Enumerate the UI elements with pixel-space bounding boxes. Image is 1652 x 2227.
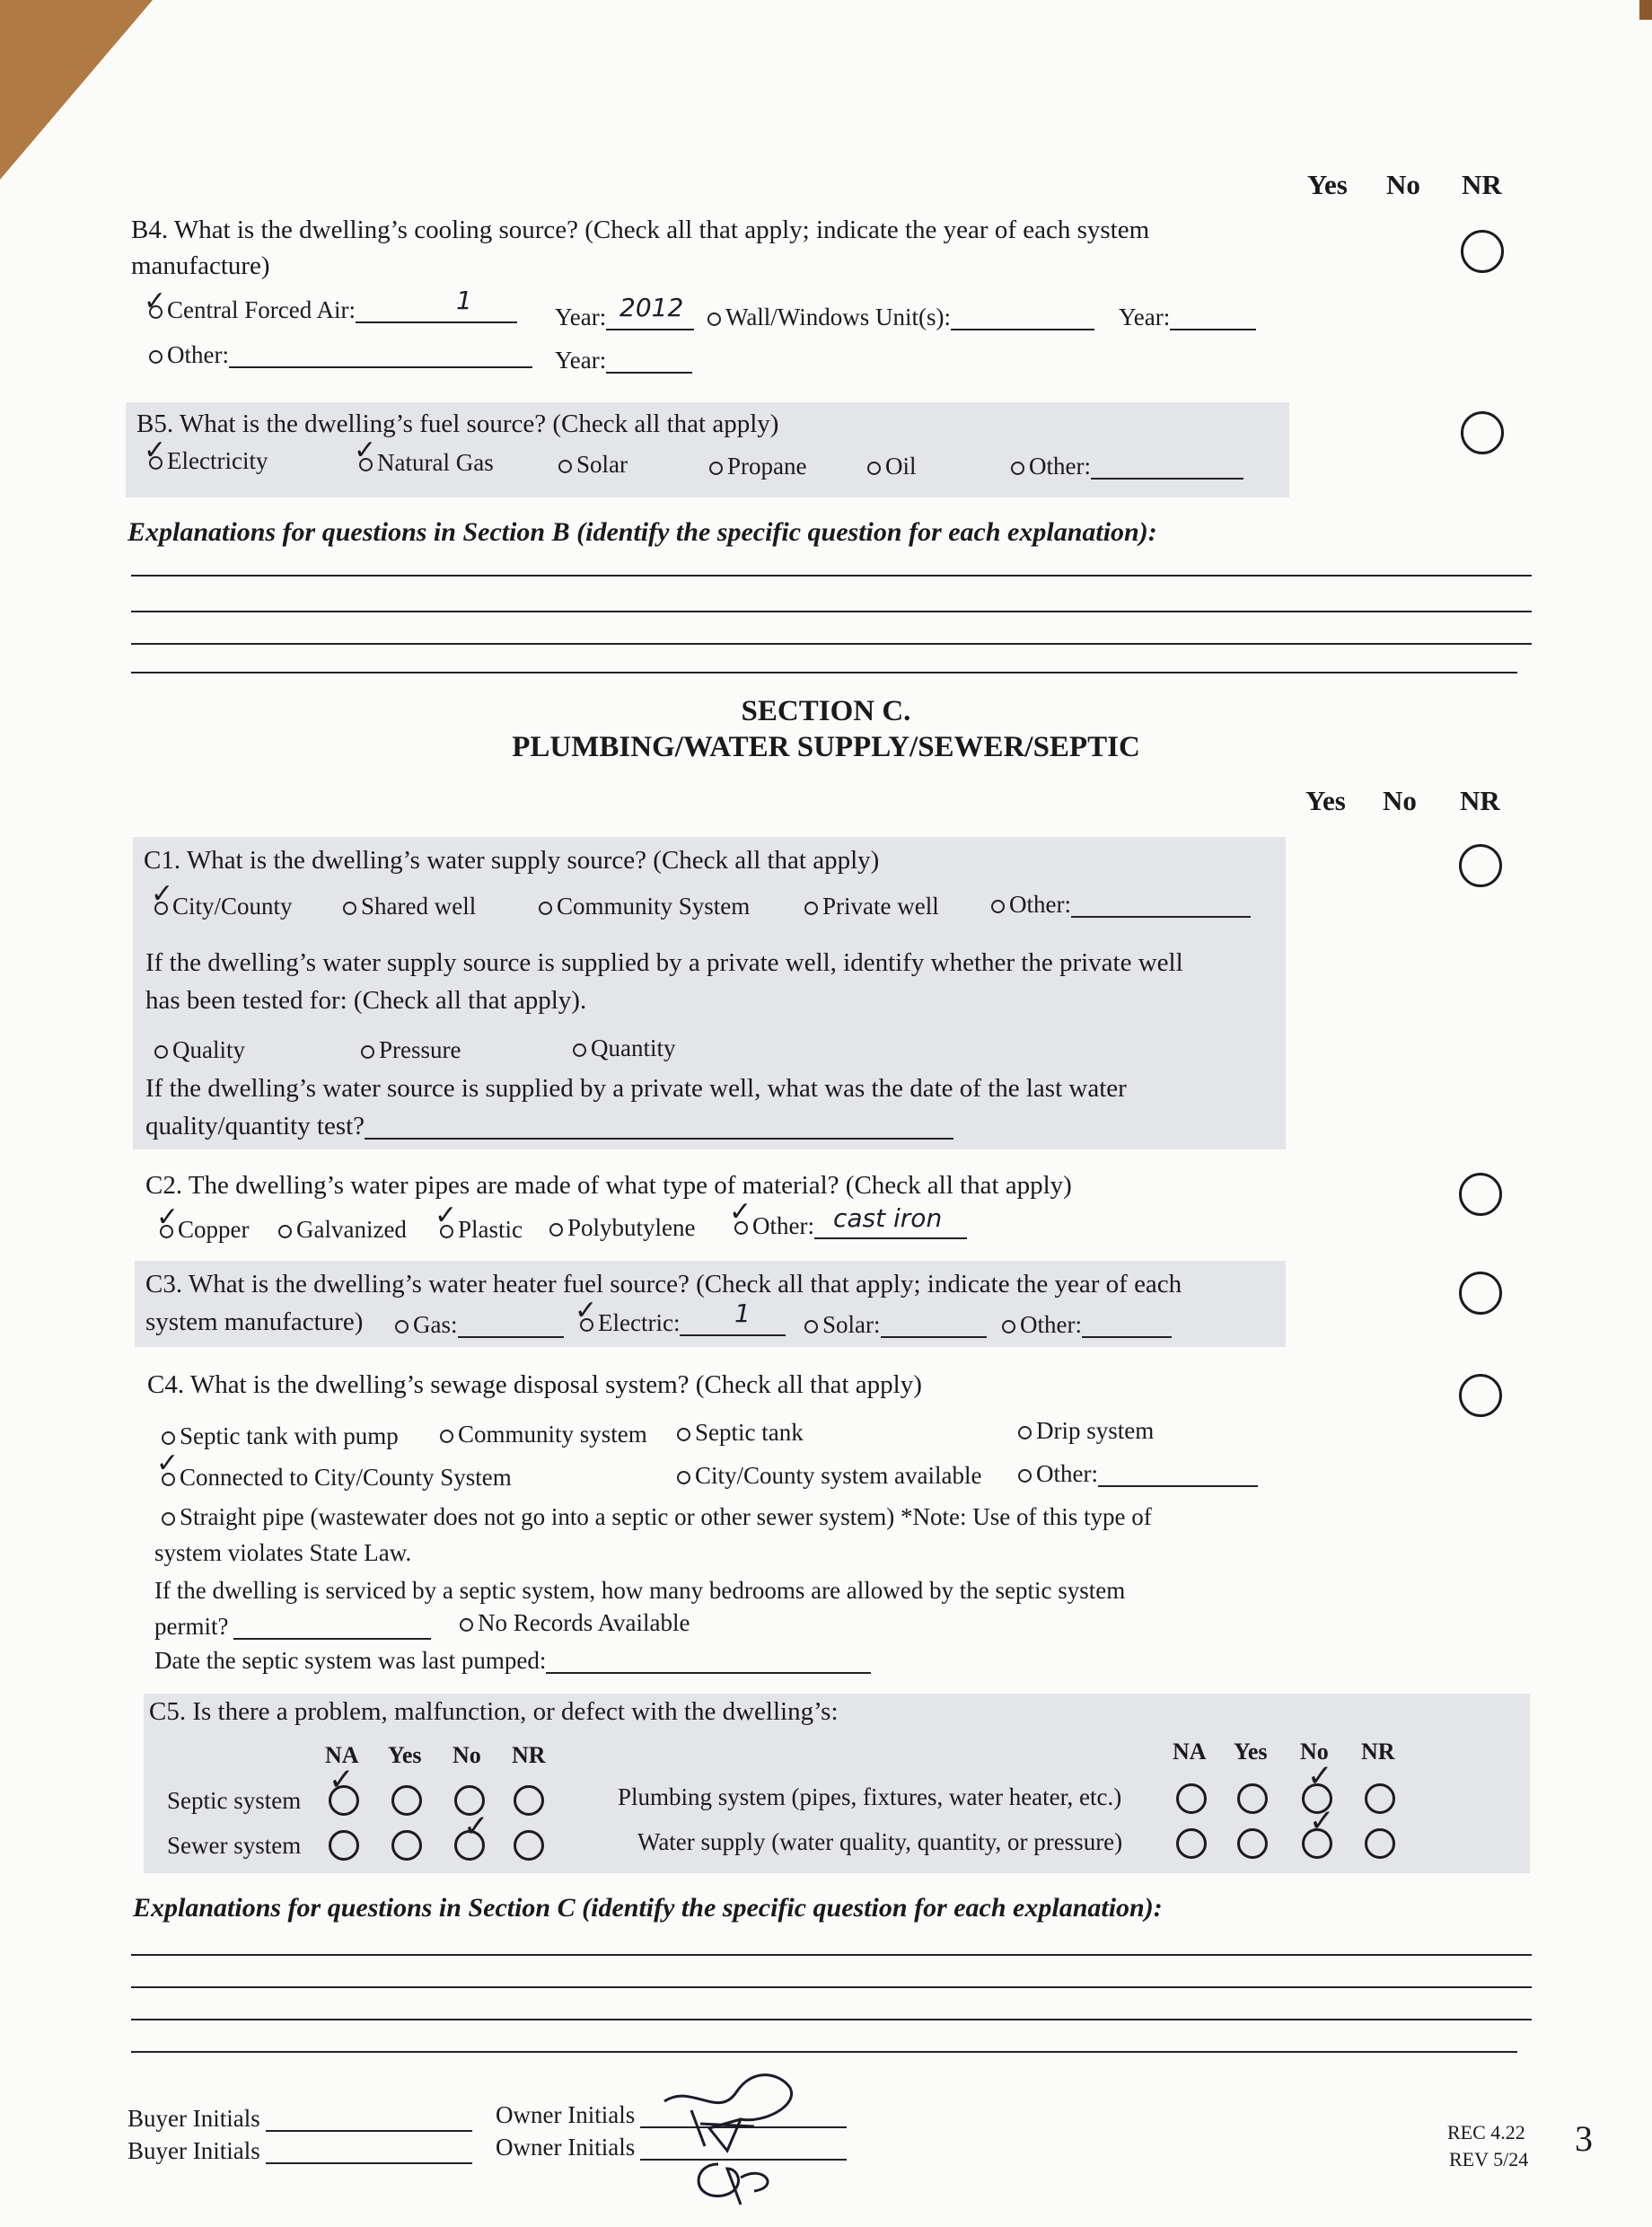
c5-row-water-supply: Water supply (water quality, quantity, or pressure) [637,1828,1123,1855]
c4-other-blank[interactable] [1098,1462,1258,1487]
b4-wall-units-blank[interactable] [951,305,1094,330]
c5-row-septic: Septic system [167,1787,302,1814]
c1-shared-well-label: Shared well [361,893,477,920]
c4-pumped-label: Date the septic system was last pumped: [154,1647,547,1674]
explain-b-heading: Explanations for questions in Section B (identify the specific question for each explanation): [127,517,1157,547]
c3-solar-radio[interactable] [804,1320,818,1334]
b5-propane[interactable] [709,453,806,480]
b5-natural-gas[interactable] [359,449,494,477]
c4-straight-pipe-label: Straight pipe (wastewater does not go into a septic or other sewer system) *Note: Use of this type of [180,1503,1152,1530]
c1-other[interactable] [991,891,1251,919]
b5-electricity-label: Electricity [167,447,268,474]
b4-central-air-year: 2012 [620,293,684,322]
c1-test-quality-label: Quality [172,1036,245,1063]
section-c-title: SECTION C. [741,695,911,727]
table-edge-background [1639,0,1652,20]
c2-other-check: ✓ [729,1196,752,1228]
c3-nr-circle[interactable] [1459,1272,1502,1315]
c4-no-records-radio[interactable] [460,1618,473,1632]
buyer-initials-1-blank[interactable] [266,2107,472,2132]
c4-connected-check: ✓ [156,1448,180,1479]
c5-sewer-yes[interactable] [391,1830,422,1861]
b5-other-label: Other: [1029,453,1091,480]
c5-left-col-yes: Yes [388,1742,422,1768]
c1-test-quantity-radio[interactable] [573,1043,586,1057]
c1-community-label: Community System [557,893,751,920]
c5-sewer-nr[interactable] [514,1830,544,1861]
b4-other[interactable] [149,341,532,369]
c3-solar-label: Solar: [822,1311,881,1338]
c1-well-line-2: has been tested for: (Check all that apply). [145,986,587,1015]
c4-permit[interactable] [154,1613,431,1641]
section-c-subtitle: PLUMBING/WATER SUPPLY/SEWER/SEPTIC [512,731,1140,763]
b5-nr-circle[interactable] [1461,411,1504,454]
c3-electric[interactable] [580,1309,786,1337]
c2-copper-check: ✓ [156,1202,180,1233]
c4-septic-tank-radio[interactable] [677,1428,690,1441]
c5-septic-na-check: ✓ [329,1762,355,1798]
c5-water-no-check: ✓ [1309,1803,1335,1839]
c2-galvanized[interactable] [278,1216,407,1244]
c1-private-well-radio[interactable] [804,902,818,915]
c4-septic-pump-label: Septic tank with pump [180,1422,399,1449]
owner-initials-2-label: Owner Initials [496,2134,636,2161]
c4-septic-line-1: If the dwelling is serviced by a septic system, how many bedrooms are allowed by the septic system [154,1577,1126,1604]
b4-nr-circle[interactable] [1461,230,1504,273]
b4-wall-year-label: Year: [1119,304,1171,330]
b4-other-year-blank[interactable] [606,348,692,374]
b5-oil[interactable] [867,453,917,480]
b4-question-cont: manufacture) [131,251,270,280]
b5-solar-label: Solar [576,451,628,478]
c2-galvanized-radio[interactable] [278,1225,292,1238]
c1-test-quality-radio[interactable] [154,1045,168,1059]
c3-other[interactable] [1002,1311,1172,1339]
c5-plumbing-no-check: ✓ [1307,1758,1333,1794]
col-header-nr: NR [1462,169,1502,200]
c1-private-well[interactable] [804,893,939,920]
b4-central-air-check: ✓ [144,286,167,317]
b4-other-radio[interactable] [149,350,163,364]
c4-community-radio[interactable] [440,1430,453,1443]
buyer-initials-1-label: Buyer Initials [127,2105,260,2132]
explain-c-heading: Explanations for questions in Section C (identify the specific question for each explanation): [133,1893,1163,1923]
c4-straight-pipe-radio[interactable] [162,1512,175,1526]
c5-water-yes[interactable] [1237,1828,1268,1859]
c4-pumped[interactable] [154,1647,871,1675]
c4-available[interactable] [677,1462,981,1490]
c4-other-radio[interactable] [1018,1469,1032,1483]
c2-question: C2. The dwelling’s water pipes are made of what type of material? (Check all that apply) [145,1171,1072,1200]
c3-gas[interactable] [395,1311,564,1339]
b4-other-year[interactable] [555,347,692,374]
c5-sewer-no-check: ✓ [463,1809,489,1844]
b4-wall-year-blank[interactable] [1170,305,1256,330]
c1-test-quantity-label: Quantity [591,1034,676,1061]
explain-b-line-2[interactable] [131,611,1532,612]
b5-other[interactable] [1011,453,1243,480]
c1-date-blank[interactable] [365,1114,953,1140]
c5-left-col-no: No [453,1742,481,1768]
c1-question: C1. What is the dwelling’s water supply source? (Check all that apply) [144,846,880,875]
c4-connected-label: Connected to City/County System [180,1464,512,1491]
c1-other-radio[interactable] [991,900,1005,913]
c5-right-col-na: NA [1173,1738,1207,1765]
explain-c-line-3[interactable] [131,2019,1532,2020]
b5-propane-label: Propane [727,453,807,480]
c4-permit-label: permit? [154,1613,229,1640]
col-header-yes: Yes [1307,169,1348,200]
b5-oil-label: Oil [885,453,917,480]
b5-natural-gas-check: ✓ [354,435,377,466]
c4-community-label: Community system [458,1421,647,1448]
b5-electricity-check: ✓ [144,435,167,466]
b4-other-blank[interactable] [229,343,532,368]
c2-galvanized-label: Galvanized [296,1216,407,1243]
c2-other-label: Other: [752,1212,814,1239]
c-col-header-no: No [1383,785,1417,816]
c1-community[interactable] [539,893,750,920]
c5-row-plumbing: Plumbing system (pipes, fixtures, water heater, etc.) [618,1783,1122,1810]
b4-other-label: Other: [167,341,229,368]
b5-other-blank[interactable] [1091,454,1243,480]
c4-question: C4. What is the dwelling’s sewage disposal system? (Check all that apply) [147,1370,922,1399]
b4-central-air-count: 1 [456,286,472,315]
c4-pumped-blank[interactable] [546,1649,871,1674]
buyer-initials-2-blank[interactable] [266,2139,472,2164]
form-code-rev: REV 5/24 [1449,2148,1529,2170]
c1-shared-well-radio[interactable] [343,902,356,915]
explain-c-line-4[interactable] [131,2051,1517,2053]
c5-right-col-yes: Yes [1234,1738,1268,1765]
c3-other-label: Other: [1020,1311,1082,1338]
c4-straight-pipe[interactable] [162,1503,1152,1531]
c4-available-radio[interactable] [677,1471,690,1484]
owner-initials-signature [655,2056,808,2209]
c1-other-label: Other: [1009,891,1071,918]
c1-date-line-1: If the dwelling’s water source is supplied by a private well, what was the date of the last water [145,1074,1127,1103]
c4-permit-blank[interactable] [233,1615,431,1640]
explain-c-line-1[interactable] [131,1954,1532,1956]
c4-connected[interactable] [162,1464,512,1492]
c3-other-radio[interactable] [1002,1320,1015,1334]
c1-city-county-check: ✓ [151,878,174,910]
b4-wall-units-label: Wall/Windows Unit(s): [725,304,951,330]
c4-available-label: City/County system available [695,1462,982,1489]
b5-natural-gas-label: Natural Gas [377,449,494,476]
c1-test-pressure[interactable] [361,1036,461,1064]
b4-wall-year[interactable] [1119,304,1256,331]
c3-other-blank[interactable] [1082,1313,1172,1338]
c1-test-quality[interactable] [154,1036,245,1064]
c2-plastic-check: ✓ [435,1200,458,1231]
c3-solar[interactable] [804,1311,987,1339]
c1-private-well-label: Private well [822,893,939,920]
c4-no-records[interactable] [460,1609,690,1637]
c3-line-2: system manufacture) [145,1307,364,1336]
c4-septic-pump-radio[interactable] [162,1431,175,1445]
b4-wall-units[interactable] [707,304,1094,331]
b5-electricity[interactable] [149,447,268,475]
c1-city-county-label: City/County [172,893,293,920]
c1-other-blank[interactable] [1071,893,1251,918]
c4-nr-circle[interactable] [1459,1374,1502,1417]
form-code-rec: REC 4.22 [1447,2121,1525,2143]
c4-community[interactable] [440,1421,647,1448]
c4-drip-radio[interactable] [1018,1426,1032,1439]
c-col-header-yes: Yes [1305,785,1346,816]
c5-row-sewer: Sewer system [167,1832,302,1859]
buyer-initials-1[interactable] [127,2105,472,2133]
c2-polybutylene-radio[interactable] [549,1223,563,1237]
c3-electric-value: 1 [734,1298,751,1328]
c5-septic-nr[interactable] [514,1785,544,1816]
c1-date-label: quality/quantity test? [145,1112,365,1140]
c1-community-radio[interactable] [539,902,552,915]
explain-b-line-3[interactable] [131,643,1532,645]
b4-central-air-blank[interactable] [356,298,517,323]
c1-nr-circle[interactable] [1459,844,1502,887]
c1-city-county[interactable] [154,893,293,920]
c1-shared-well[interactable] [343,893,476,920]
c3-gas-blank[interactable] [458,1313,564,1338]
b4-other-year-label: Year: [555,347,607,374]
b4-question: B4. What is the dwelling’s cooling source? (Check all that apply; indicate the year of each system [131,216,1150,244]
c5-septic-yes[interactable] [391,1785,422,1816]
c4-no-records-label: No Records Available [478,1609,690,1636]
c1-date-line-2[interactable] [145,1112,953,1141]
owner-initials-1-label: Owner Initials [496,2101,636,2128]
c5-left-col-nr: NR [512,1742,546,1768]
col-header-no: No [1386,169,1420,200]
b5-question: B5. What is the dwelling’s fuel source? (Check all that apply) [136,409,779,438]
b5-solar-radio[interactable] [558,460,572,473]
c-col-header-nr: NR [1460,785,1500,816]
c5-plumbing-nr[interactable] [1365,1783,1395,1814]
explain-c-line-2[interactable] [131,1986,1532,1988]
c2-copper-label: Copper [178,1216,250,1243]
c5-right-col-no: No [1300,1738,1329,1765]
c2-polybutylene-label: Polybutylene [567,1214,696,1241]
c2-plastic-label: Plastic [458,1216,523,1243]
c4-straight-pipe-note: system violates State Law. [154,1539,412,1566]
c5-left-col-na: NA [325,1742,359,1768]
b5-propane-radio[interactable] [709,462,723,475]
c2-other-value: cast iron [833,1203,943,1233]
c4-drip[interactable] [1018,1417,1154,1445]
c4-other[interactable] [1018,1460,1258,1488]
c4-septic-tank[interactable] [677,1419,804,1447]
c3-solar-blank[interactable] [881,1313,987,1338]
b4-central-air-label: Central Forced Air: [167,296,356,323]
c4-other-label: Other: [1036,1460,1098,1487]
c4-septic-tank-label: Septic tank [695,1419,804,1446]
c1-test-quantity[interactable] [573,1034,676,1062]
b5-solar[interactable] [558,451,628,479]
c5-water-nr[interactable] [1365,1828,1395,1859]
buyer-initials-2-label: Buyer Initials [127,2137,260,2164]
explain-b-line-4[interactable] [131,672,1517,673]
c1-test-pressure-label: Pressure [379,1036,461,1063]
c1-well-line-1: If the dwelling’s water supply source is supplied by a private well, identify whether the private well [145,948,1183,977]
c5-water-na[interactable] [1176,1828,1207,1859]
c1-test-pressure-radio[interactable] [361,1045,374,1059]
buyer-initials-2[interactable] [127,2137,472,2165]
c2-polybutylene[interactable] [549,1214,696,1242]
c3-electric-blank[interactable] [680,1311,786,1336]
c5-plumbing-yes[interactable] [1237,1783,1268,1814]
table-corner-background [0,0,153,180]
c3-electric-check: ✓ [575,1295,598,1326]
c3-question: C3. What is the dwelling’s water heater fuel source? (Check all that apply; indicate the year of each [145,1270,1182,1298]
b4-wall-units-radio[interactable] [707,312,721,326]
c2-nr-circle[interactable] [1459,1173,1502,1216]
c3-gas-label: Gas: [413,1311,458,1338]
b5-oil-radio[interactable] [867,462,881,475]
c3-electric-label: Electric: [598,1309,681,1336]
c5-plumbing-na[interactable] [1176,1783,1207,1814]
b5-other-radio[interactable] [1011,462,1024,475]
c5-sewer-na[interactable] [329,1830,359,1861]
c5-question: C5. Is there a problem, malfunction, or defect with the dwelling’s: [149,1697,839,1726]
c5-right-col-nr: NR [1361,1738,1395,1765]
c3-gas-radio[interactable] [395,1320,409,1334]
explain-b-line-1[interactable] [131,575,1532,577]
b4-year-label: Year: [555,304,607,330]
c4-septic-pump[interactable] [162,1422,399,1450]
page-number: 3 [1575,2118,1593,2159]
c4-drip-label: Drip system [1036,1417,1155,1444]
